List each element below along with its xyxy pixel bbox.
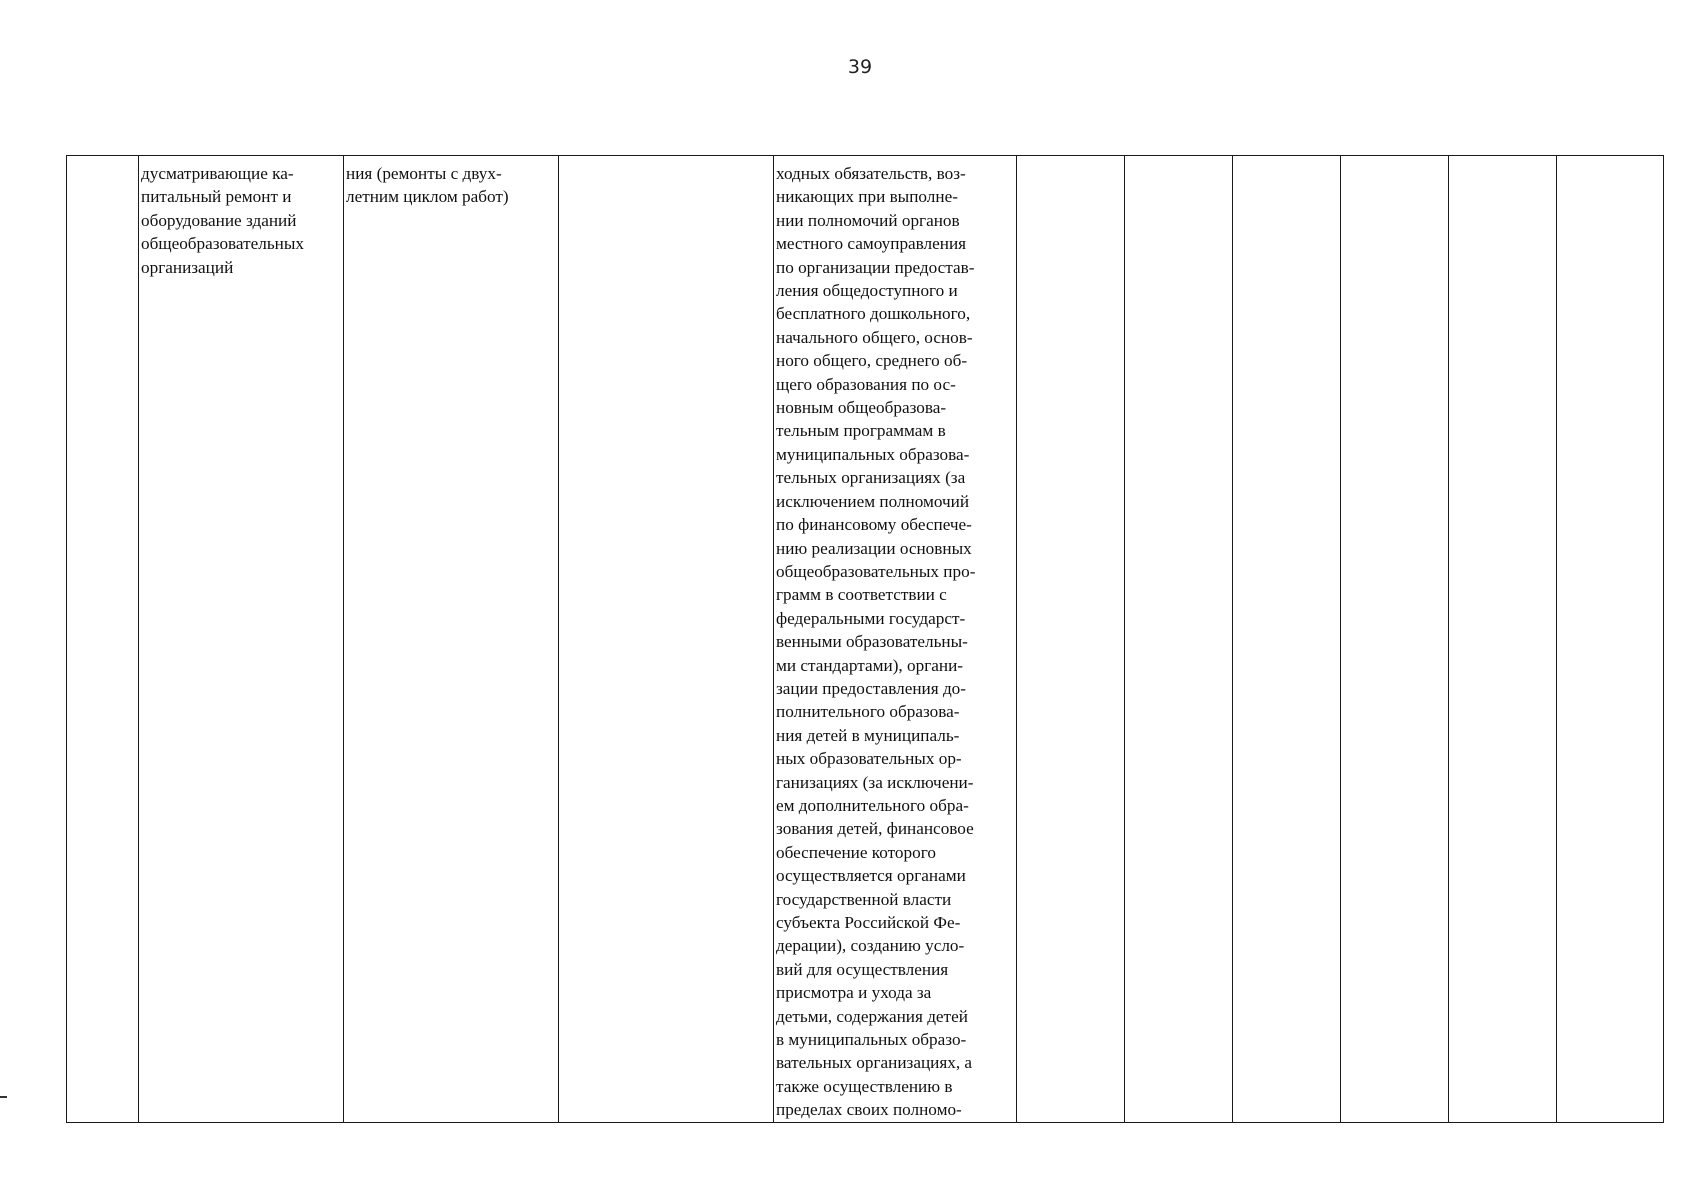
document-table [66,155,1664,1123]
scan-margin-mark [0,1096,7,1098]
table-cell-measure-name: дусматривающие ка- питальный ремонт и оборудование зданий общеобразовательных организаций [139,156,344,1123]
table-cell-value [1233,156,1341,1123]
table-cell-value [1017,156,1125,1123]
table-cell-obligations-description: ходных обязательств, воз- никающих при выполне- нии полномочий органов местного самоуправления по организации предостав- ления общедоступного и бесплатного дошкольного, начального общего, основ- ного общего, среднего об- щего образования по ос- новным общеобразова- тельным программам в муниципальных образова- тельных организациях (за исключением полномочий по финансовому обеспече- нию реализации основных общеобразовательных про- грамм в соответствии с федеральными государст- венными образовательны- ми стандартами), органи- зации предоставления до- полнительного образова- ния детей в муниципаль- ных образовательных ор- ганизациях (за исключени- ем дополнительного обра- зования детей, финансовое обеспечение которого осуществляется органами государственной власти субъекта Российской Фе- дерации), созданию усло- вий для осуществления присмотра и ухода за детьми, содержания детей в муниципальных образо- вательных организациях, а также осуществлению в пределах своих полномо- [774,156,1017,1123]
table-row [67,156,1664,1123]
table-cell-empty [559,156,774,1123]
page-number: 39 [847,56,873,78]
table-cell-measure-type: ния (ремонты с двух- летним циклом работ) [344,156,559,1123]
table-cell-value [1341,156,1449,1123]
table-cell-value [1557,156,1664,1123]
table-cell-number [67,156,139,1123]
table-cell-value [1449,156,1557,1123]
document-table-container [66,155,1664,1123]
table-cell-value [1125,156,1233,1123]
